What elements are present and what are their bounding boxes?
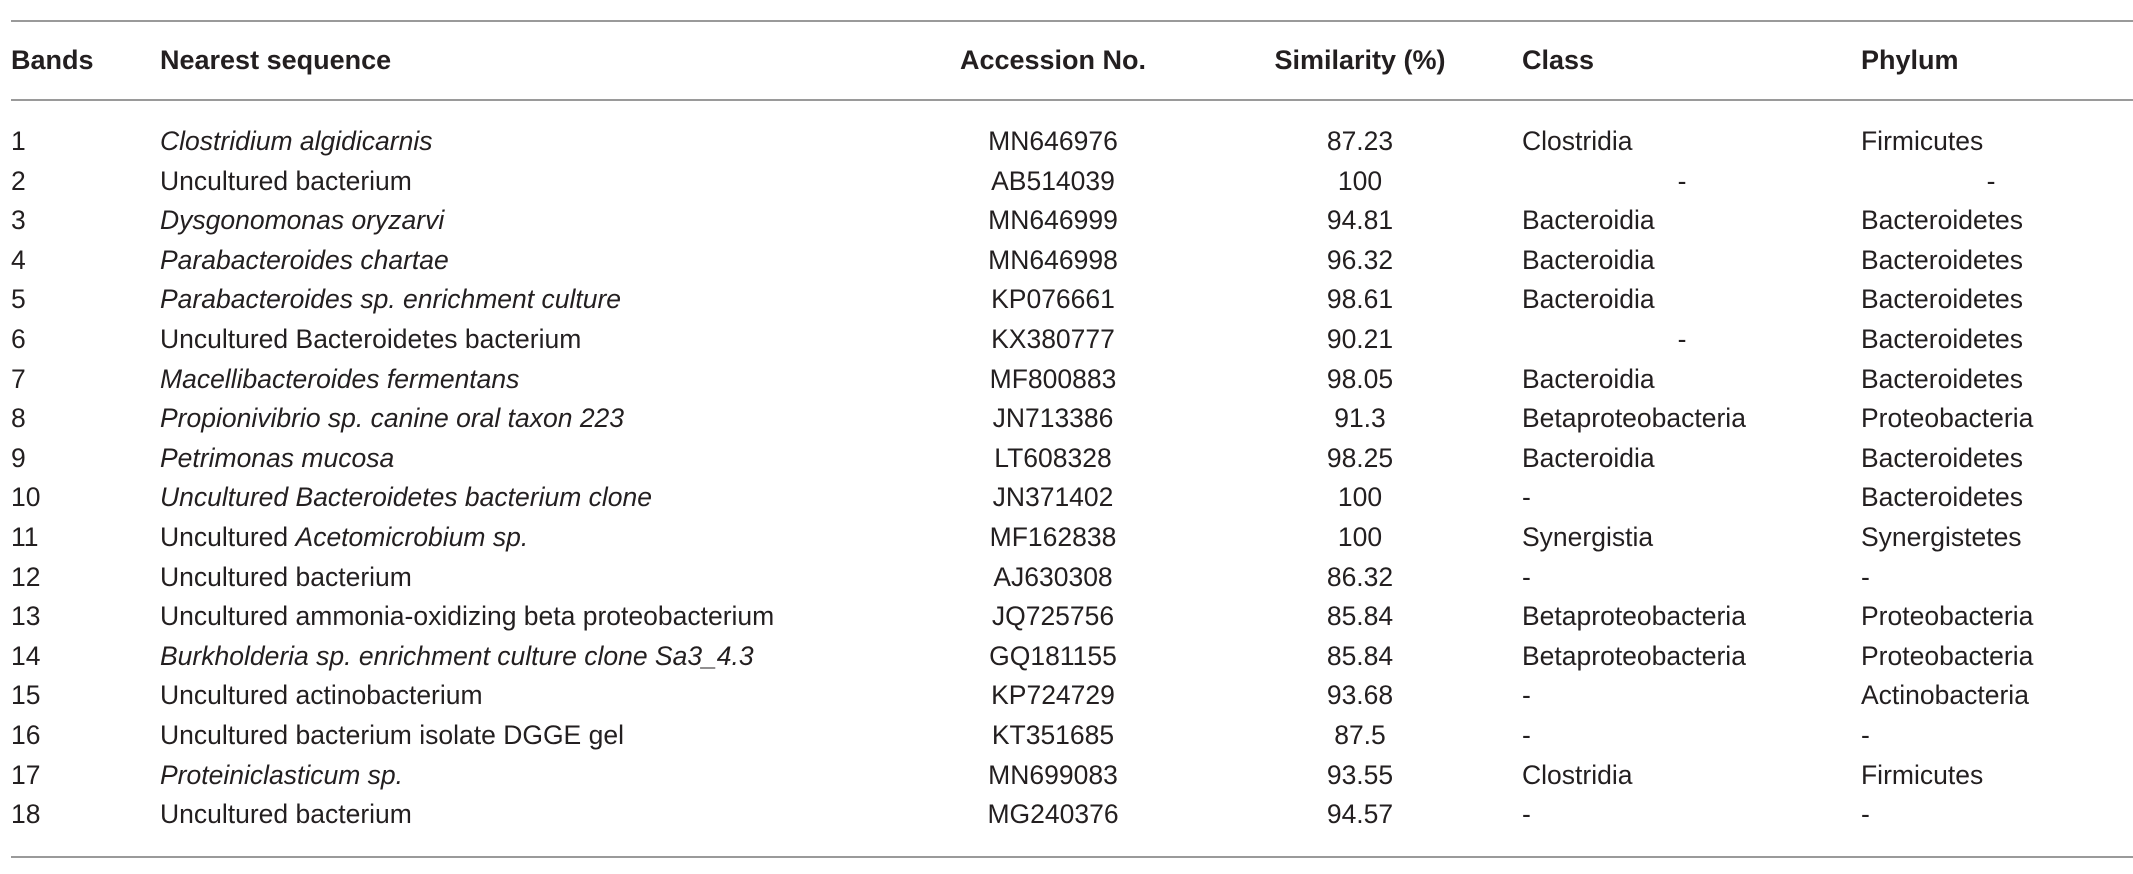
table-bottom-rule — [11, 856, 2133, 858]
accession-number: MG240376 — [987, 799, 1119, 830]
class-value: - — [1677, 165, 1687, 196]
sequence-italic-text: Clostridium algidicarnis — [160, 126, 433, 156]
sequence-text: Uncultured bacterium isolate DGGE gel — [160, 720, 624, 750]
accession-number: JN713386 — [992, 403, 1114, 434]
table-row — [0, 794, 2133, 834]
band-number: 9 — [11, 442, 26, 473]
nearest-sequence — [160, 359, 519, 399]
accession-number: AJ630308 — [993, 561, 1113, 592]
class-value: - — [1677, 324, 1687, 354]
table-row — [0, 477, 2133, 517]
accession-number: GQ181155 — [989, 640, 1117, 671]
accession-number: MN646999 — [988, 205, 1118, 236]
class-value: - — [1522, 720, 1531, 750]
band-number: 15 — [11, 680, 41, 711]
band-number: 3 — [11, 205, 26, 236]
phylum-value: Bacteroidetes — [1861, 284, 2024, 315]
similarity-value: 87.5 — [1334, 720, 1386, 750]
class-value: - — [1522, 799, 1531, 830]
sequence-text: Uncultured bacterium — [160, 799, 412, 830]
table-row — [0, 675, 2133, 715]
sequence-italic-text: Parabacteroides chartae — [160, 244, 449, 275]
accession-number: MN646976 — [988, 126, 1118, 156]
sequence-italic-text: Propionivibrio sp. canine oral taxon 223 — [160, 403, 625, 434]
similarity-value: 96.32 — [1326, 244, 1394, 275]
accession-number: MN646998 — [988, 244, 1118, 275]
table-row — [0, 359, 2133, 399]
nearest-sequence — [160, 517, 528, 557]
sequence-text: Uncultured bacterium — [160, 165, 412, 196]
band-number: 8 — [11, 403, 26, 434]
nearest-sequence — [160, 319, 581, 359]
sequence-italic-text: Macellibacteroides fermentans — [160, 363, 520, 394]
accession-number: JN371402 — [992, 482, 1114, 513]
accession-number: MF800883 — [989, 363, 1117, 394]
table-row — [0, 517, 2133, 557]
band-number: 7 — [11, 363, 26, 394]
class-value: Betaproteobacteria — [1522, 403, 1746, 434]
nearest-sequence — [160, 398, 624, 438]
accession-number: AB514039 — [991, 165, 1115, 196]
table-row — [0, 161, 2133, 201]
table-row — [0, 200, 2133, 240]
phylum-value: - — [1986, 165, 1996, 196]
phylum-value: - — [1861, 799, 1870, 830]
band-number: 13 — [11, 601, 41, 632]
phylum-value: Proteobacteria — [1861, 640, 2034, 671]
band-number: 6 — [11, 324, 26, 354]
band-number: 5 — [11, 284, 26, 315]
class-value: Betaproteobacteria — [1522, 640, 1746, 671]
accession-number: KP076661 — [991, 284, 1115, 315]
similarity-value: 98.25 — [1326, 442, 1394, 473]
phylum-value: Proteobacteria — [1861, 601, 2034, 632]
similarity-value: 85.84 — [1326, 640, 1394, 671]
similarity-value: 87.23 — [1326, 126, 1394, 156]
sequence-italic-text: Petrimonas mucosa — [160, 442, 395, 473]
header-accession: Accession No. — [959, 45, 1147, 75]
sequence-italic-text: Acetomicrobium sp. — [295, 522, 529, 552]
sequence-text: Uncultured — [160, 522, 296, 552]
similarity-value: 86.32 — [1326, 561, 1394, 592]
band-number: 12 — [11, 561, 41, 592]
similarity-value: 98.61 — [1326, 284, 1394, 315]
sequence-text: Uncultured bacterium — [160, 561, 412, 592]
nearest-sequence — [160, 279, 621, 319]
header-bands: Bands — [11, 45, 94, 75]
class-value: Bacteroidia — [1522, 244, 1655, 275]
nearest-sequence — [160, 715, 624, 755]
nearest-sequence — [160, 121, 432, 161]
accession-number: KP724729 — [991, 680, 1115, 711]
nearest-sequence — [160, 438, 394, 478]
phylum-value: Bacteroidetes — [1861, 482, 2024, 513]
similarity-value: 93.68 — [1326, 680, 1394, 711]
class-value: Synergistia — [1522, 522, 1654, 552]
phylum-value: Firmicutes — [1861, 126, 1984, 156]
class-value: Clostridia — [1522, 759, 1633, 790]
table-row — [0, 596, 2133, 636]
sequence-italic-text: Parabacteroides sp. enrichment culture — [160, 284, 622, 315]
phylum-value: Actinobacteria — [1861, 680, 2029, 711]
band-number: 14 — [11, 640, 41, 671]
phylum-value: Synergistetes — [1861, 522, 2022, 552]
phylum-value: Proteobacteria — [1861, 403, 2034, 434]
similarity-value: 100 — [1337, 165, 1383, 196]
class-value: - — [1522, 561, 1531, 592]
table-header-rule — [11, 99, 2133, 101]
phylum-value: - — [1861, 561, 1870, 592]
similarity-value: 100 — [1337, 522, 1383, 552]
nearest-sequence — [160, 557, 412, 597]
accession-number: JQ725756 — [991, 601, 1115, 632]
band-number: 11 — [11, 522, 39, 552]
phylum-value: Bacteroidetes — [1861, 244, 2024, 275]
table-row — [0, 319, 2133, 359]
table-row — [0, 715, 2133, 755]
similarity-value: 98.05 — [1326, 363, 1394, 394]
similarity-value: 94.57 — [1326, 799, 1394, 830]
class-value: Bacteroidia — [1522, 363, 1655, 394]
nearest-sequence — [160, 636, 754, 676]
phylum-value: Bacteroidetes — [1861, 442, 2024, 473]
nearest-sequence — [160, 240, 449, 280]
sequence-italic-text: Uncultured Bacteroidetes bacterium clone — [160, 482, 652, 513]
phylum-value: Bacteroidetes — [1861, 363, 2024, 394]
table-row — [0, 240, 2133, 280]
band-number: 2 — [11, 165, 26, 196]
table-row — [0, 755, 2133, 795]
band-number: 1 — [11, 126, 26, 156]
similarity-value: 91.3 — [1334, 403, 1386, 434]
class-value: Clostridia — [1522, 126, 1633, 156]
sequence-text: Uncultured actinobacterium — [160, 680, 483, 711]
phylum-value: Bacteroidetes — [1861, 324, 2024, 354]
table-row — [0, 279, 2133, 319]
accession-number: KT351685 — [991, 720, 1115, 750]
header-nearest-sequence: Nearest sequence — [160, 45, 392, 75]
nearest-sequence — [160, 477, 652, 517]
similarity-value: 94.81 — [1326, 205, 1394, 236]
table-row — [0, 636, 2133, 676]
accession-number: MF162838 — [989, 522, 1117, 552]
class-value: Bacteroidia — [1522, 442, 1655, 473]
similarity-value: 93.55 — [1326, 759, 1394, 790]
sequence-text: Uncultured ammonia-oxidizing beta proteobacterium — [160, 601, 775, 632]
table-row — [0, 438, 2133, 478]
table-row — [0, 398, 2133, 438]
band-number: 16 — [11, 720, 41, 750]
nearest-sequence — [160, 596, 774, 636]
phylum-value: Bacteroidetes — [1861, 205, 2024, 236]
nearest-sequence — [160, 794, 412, 834]
phylum-value: Firmicutes — [1861, 759, 1984, 790]
sequence-italic-text: Proteiniclasticum sp. — [160, 759, 404, 790]
similarity-value: 90.21 — [1326, 324, 1394, 354]
header-phylum: Phylum — [1861, 45, 1959, 75]
similarity-value: 100 — [1337, 482, 1383, 513]
class-value: - — [1522, 680, 1531, 711]
class-value: Bacteroidia — [1522, 205, 1655, 236]
class-value: Bacteroidia — [1522, 284, 1655, 315]
table-header-row — [0, 40, 2133, 80]
class-value: - — [1522, 482, 1531, 513]
class-value: Betaproteobacteria — [1522, 601, 1746, 632]
phylum-value: - — [1861, 720, 1870, 750]
table-top-rule — [11, 20, 2133, 22]
nearest-sequence — [160, 161, 412, 201]
nearest-sequence — [160, 755, 403, 795]
sequence-italic-text: Burkholderia sp. enrichment culture clone Sa3_4.3 — [160, 640, 754, 671]
nearest-sequence — [160, 200, 444, 240]
accession-number: KX380777 — [991, 324, 1115, 354]
table-row — [0, 557, 2133, 597]
header-class: Class — [1522, 45, 1595, 75]
nearest-sequence — [160, 675, 483, 715]
header-similarity: Similarity (%) — [1274, 45, 1446, 75]
band-number: 18 — [11, 799, 41, 830]
accession-number: MN699083 — [988, 759, 1118, 790]
band-number: 17 — [11, 759, 41, 790]
table-row — [0, 121, 2133, 161]
sequence-text: Uncultured Bacteroidetes bacterium — [160, 324, 582, 354]
sequence-italic-text: Dysgonomonas oryzarvi — [160, 205, 445, 236]
similarity-value: 85.84 — [1326, 601, 1394, 632]
band-number: 10 — [11, 482, 41, 513]
accession-number: LT608328 — [994, 442, 1112, 473]
band-number: 4 — [11, 244, 26, 275]
